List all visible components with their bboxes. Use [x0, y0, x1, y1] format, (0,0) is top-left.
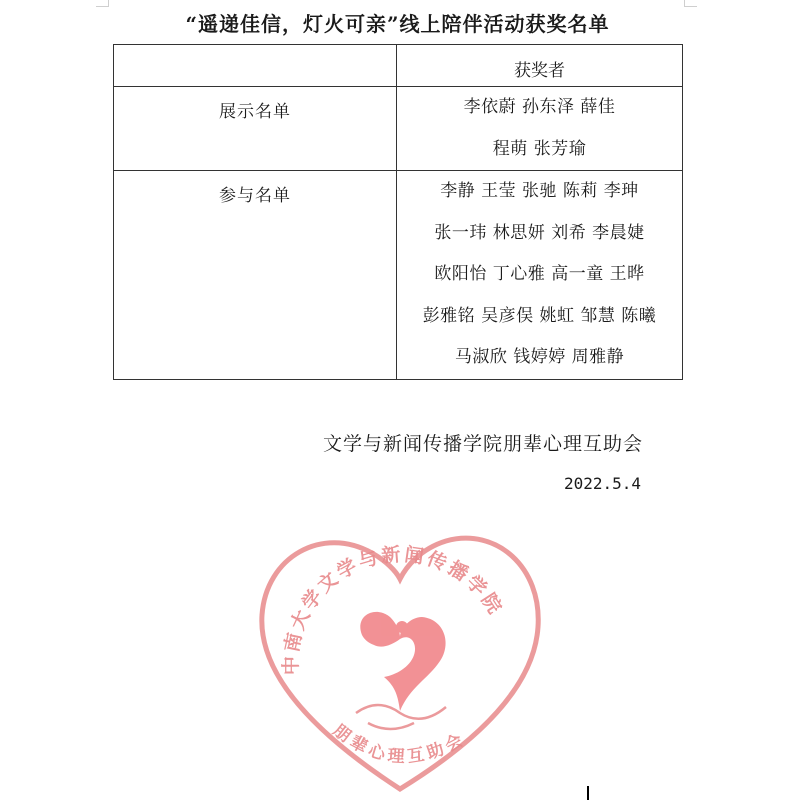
table-header-row	[114, 45, 683, 87]
header-winners-cell	[397, 45, 683, 87]
name-line: 程萌 张芳瑜	[492, 138, 587, 159]
table-row	[114, 87, 683, 171]
name-line: 李依蔚 孙东泽 薛佳	[463, 97, 616, 117]
category-cell	[114, 87, 397, 171]
winners-cell	[397, 171, 683, 380]
name-line: 彭雅铭 吴彦俣 姚虹 邹慧 陈曦	[422, 305, 657, 326]
category-cell	[114, 171, 397, 380]
category-label: 参与名单	[219, 186, 291, 206]
header-category-cell	[114, 45, 397, 87]
winners-cell	[397, 87, 683, 171]
organization-signature: 文学与新闻传播学院朋辈心理互助会	[323, 433, 644, 455]
page-corner-mark-right	[684, 0, 697, 7]
name-line: 张一玮 林思妍 刘希 李晨婕	[434, 222, 645, 243]
category-label: 展示名单	[219, 102, 291, 122]
name-line: 李静 王莹 张驰 陈莉 李珅	[440, 181, 639, 201]
name-line: 欧阳怡 丁心雅 高一童 王晔	[434, 264, 645, 284]
organization-seal-stamp	[250, 527, 550, 797]
seal-inner-text: 朋辈心理互助会	[328, 720, 470, 768]
document-title: “遥递佳信，灯火可亲”线上陪伴活动获奖名单	[185, 12, 610, 36]
seal-emblem-icon	[360, 612, 445, 711]
table-row	[114, 171, 683, 380]
seal-outer-text: 中南大学文学与新闻传播学院	[280, 543, 508, 676]
header-winners-label: 获奖者	[514, 61, 565, 81]
text-cursor	[587, 786, 589, 800]
document-date: 2022.5.4	[564, 474, 642, 493]
name-line: 马淑欣 钱婷婷 周雅静	[454, 347, 625, 367]
page-corner-mark-left	[96, 0, 109, 7]
awards-table	[113, 44, 683, 380]
